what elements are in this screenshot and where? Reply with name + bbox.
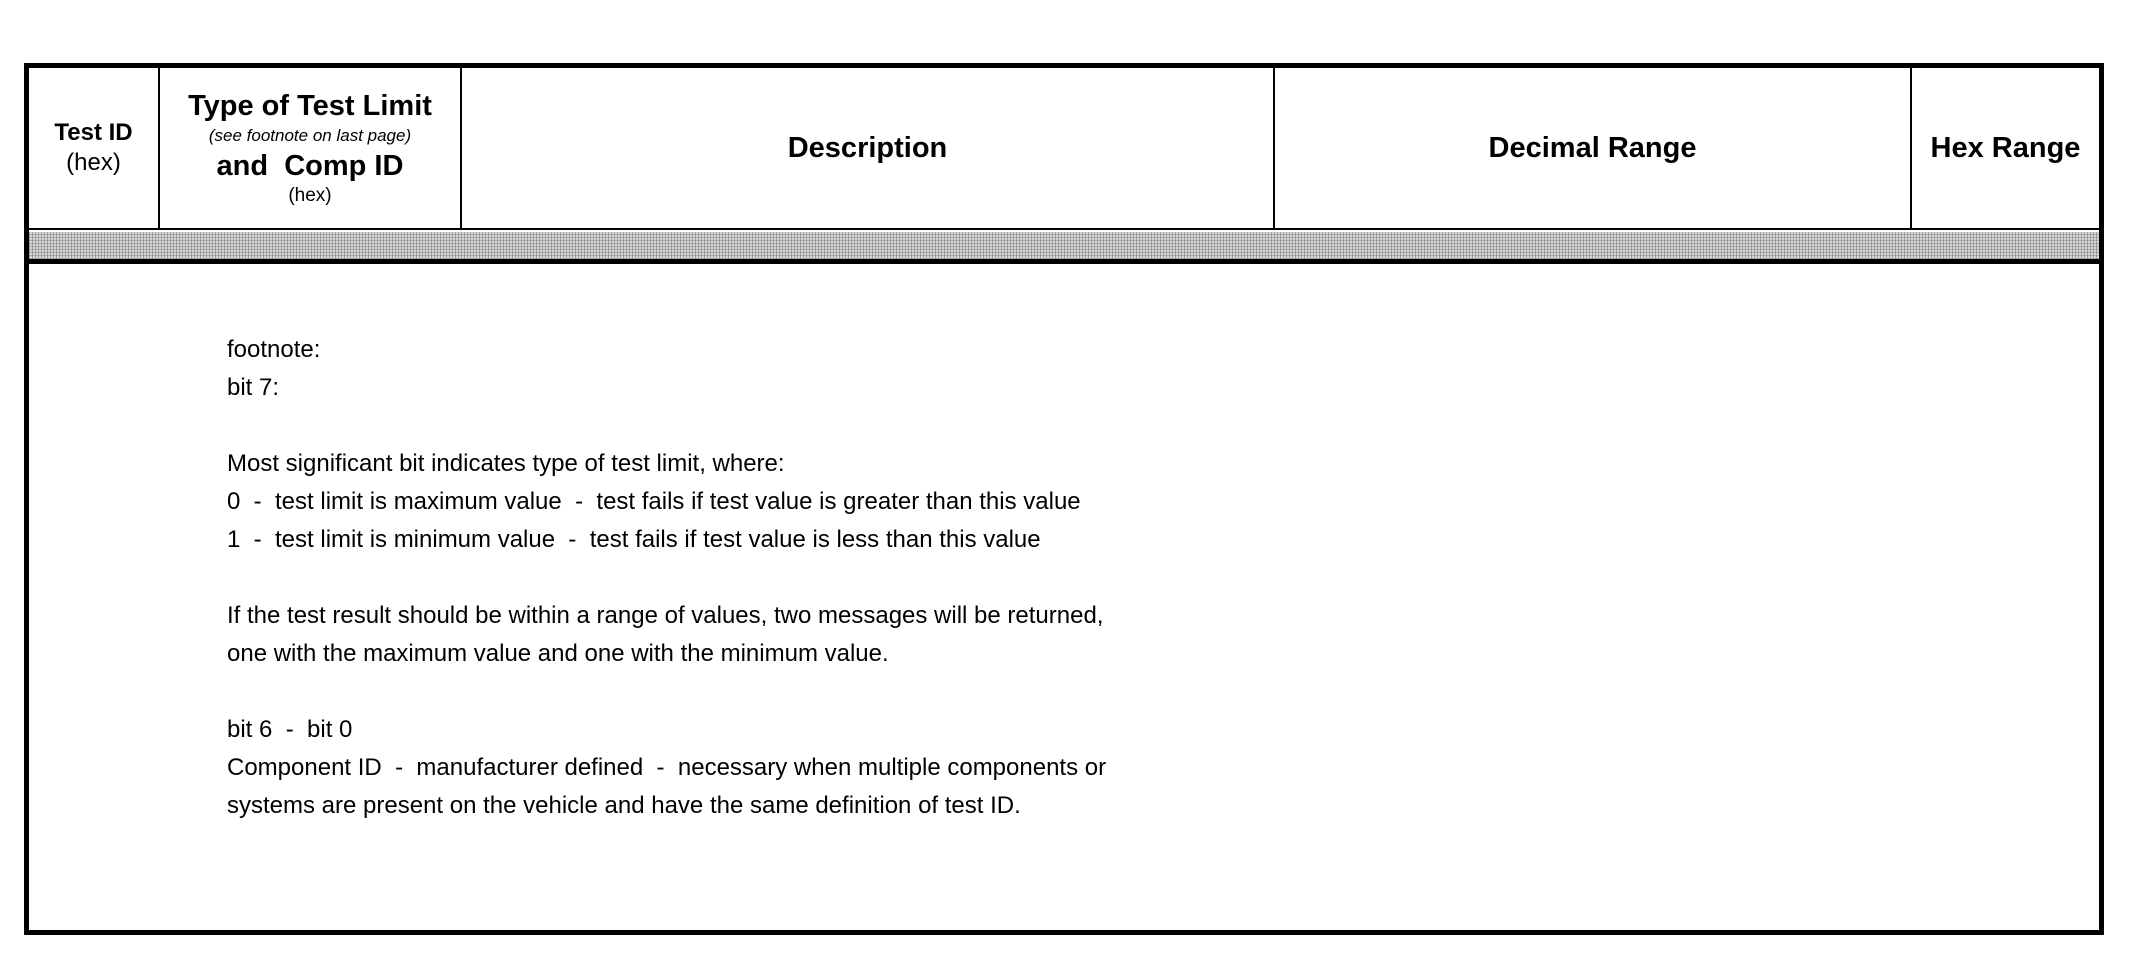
header-hex-range: [1912, 68, 2099, 228]
footnote-spacer: [227, 559, 1327, 597]
header-description-label: Description: [787, 132, 948, 164]
header-test-id-label: Test ID: [54, 119, 133, 146]
footnote-range-line-2: one with the maximum value and one with the minimum value.: [227, 640, 889, 667]
footnote-spacer: [227, 673, 1327, 711]
header-test-id-sub: (hex): [66, 149, 121, 176]
footnote-component-line-2: systems are present on the vehicle and have the same definition of test ID.: [227, 792, 1021, 819]
header-hex-range-label: Hex Range: [1930, 132, 2081, 164]
header-description: [462, 68, 1275, 228]
header-type-and-comp: and Comp ID: [216, 150, 404, 182]
shaded-separator-band: [29, 232, 2099, 264]
table-header-row: [29, 68, 2099, 230]
footnote-bit7: bit 7:: [227, 374, 280, 401]
header-type-of-test-limit: [160, 68, 462, 228]
footnote-range-line-1: If the test result should be within a range of values, two messages will be returned,: [227, 602, 1104, 629]
footnote-one-line: 1 - test limit is minimum value - test fails if test value is less than this value: [227, 526, 1041, 553]
footnote-bit6-bit0: bit 6 - bit 0: [227, 716, 353, 743]
footnote-msb-intro: Most significant bit indicates type of test limit, where:: [227, 450, 785, 477]
header-decimal-range: [1275, 68, 1912, 228]
header-test-id: [29, 68, 160, 228]
footnote-spacer: [227, 407, 1327, 445]
header-type-note: (see footnote on last page): [208, 126, 412, 145]
footnote-block: [227, 331, 1327, 825]
footnote-label: footnote:: [227, 336, 321, 363]
footnote-component-line-1: Component ID - manufacturer defined - necessary when multiple components or: [227, 754, 1107, 781]
header-decimal-range-label: Decimal Range: [1488, 132, 1697, 164]
header-type-title: Type of Test Limit: [188, 90, 432, 122]
header-type-sub: (hex): [288, 185, 332, 206]
footnote-zero-line: 0 - test limit is maximum value - test fails if test value is greater than this value: [227, 488, 1081, 515]
